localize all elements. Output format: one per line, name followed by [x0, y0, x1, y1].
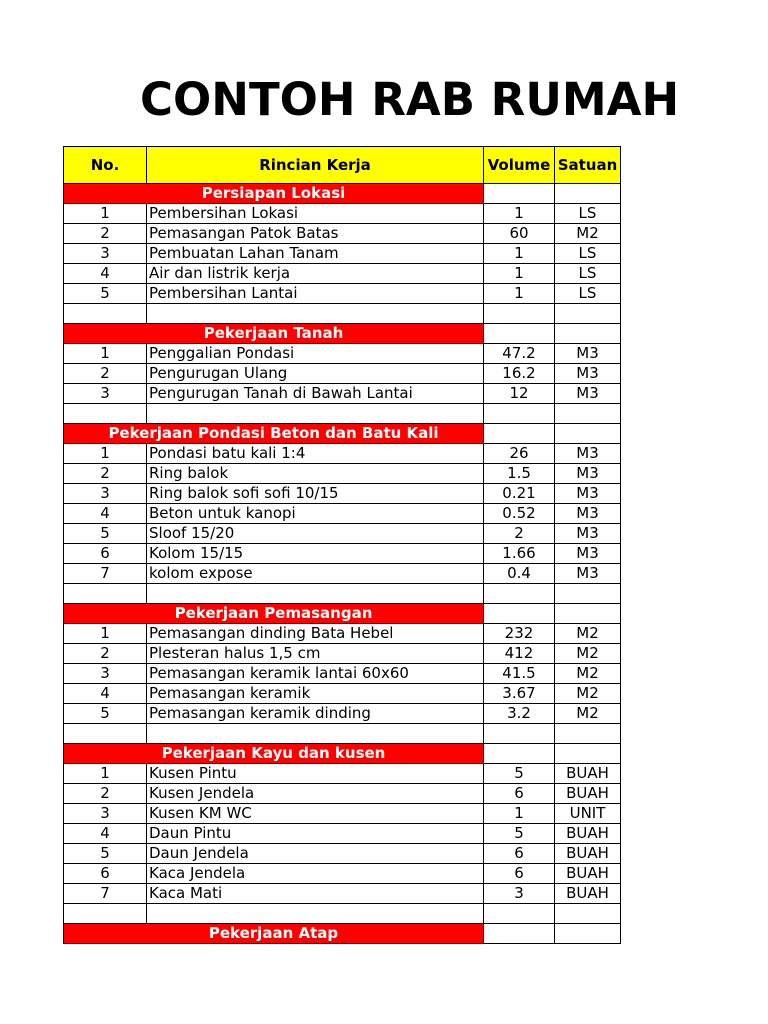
- item-volume: 1: [484, 284, 555, 304]
- item-unit: M3: [555, 484, 621, 504]
- item-no: 2: [64, 464, 147, 484]
- header-rincian: Rincian Kerja: [147, 147, 484, 184]
- empty-cell: [484, 584, 555, 604]
- item-description: Pemasangan keramik dinding: [147, 704, 484, 724]
- item-no: 2: [64, 224, 147, 244]
- item-volume: 41.5: [484, 664, 555, 684]
- item-description: Pembersihan Lokasi: [147, 204, 484, 224]
- empty-row: [64, 304, 621, 324]
- item-description: Penggalian Pondasi: [147, 344, 484, 364]
- empty-cell: [555, 404, 621, 424]
- empty-cell: [64, 304, 147, 324]
- item-volume: 0.52: [484, 504, 555, 524]
- empty-row: [64, 724, 621, 744]
- section-title: Pekerjaan Atap: [64, 924, 484, 944]
- empty-cell: [147, 304, 484, 324]
- empty-cell: [147, 584, 484, 604]
- item-description: Pembuatan Lahan Tanam: [147, 244, 484, 264]
- item-volume: 1: [484, 244, 555, 264]
- section-title: Pekerjaan Tanah: [64, 324, 484, 344]
- empty-cell: [147, 904, 484, 924]
- item-no: 2: [64, 364, 147, 384]
- item-unit: M2: [555, 224, 621, 244]
- item-no: 6: [64, 544, 147, 564]
- table-row: [64, 284, 621, 304]
- table-row: [64, 364, 621, 384]
- item-volume: 5: [484, 824, 555, 844]
- header-satuan: Satuan: [555, 147, 621, 184]
- header-volume: Volume: [484, 147, 555, 184]
- item-unit: LS: [555, 284, 621, 304]
- item-no: 3: [64, 384, 147, 404]
- item-unit: M3: [555, 364, 621, 384]
- item-volume: 3: [484, 884, 555, 904]
- item-volume: 1: [484, 204, 555, 224]
- empty-row: [64, 904, 621, 924]
- empty-cell: [64, 404, 147, 424]
- table-row: [64, 224, 621, 244]
- empty-row: [64, 584, 621, 604]
- empty-cell: [147, 724, 484, 744]
- item-description: Plesteran halus 1,5 cm: [147, 644, 484, 664]
- section-satuan-cell: [555, 924, 621, 944]
- item-unit: LS: [555, 204, 621, 224]
- item-volume: 1: [484, 804, 555, 824]
- table-row: [64, 544, 621, 564]
- section-row: [64, 604, 621, 624]
- section-volume-cell: [484, 184, 555, 204]
- item-no: 4: [64, 684, 147, 704]
- item-volume: 5: [484, 764, 555, 784]
- table-row: [64, 644, 621, 664]
- table-row: [64, 824, 621, 844]
- item-unit: M3: [555, 504, 621, 524]
- item-unit: M2: [555, 704, 621, 724]
- empty-cell: [64, 904, 147, 924]
- item-description: Kolom 15/15: [147, 544, 484, 564]
- empty-cell: [484, 724, 555, 744]
- item-description: Daun Pintu: [147, 824, 484, 844]
- item-description: Kusen Jendela: [147, 784, 484, 804]
- item-unit: M2: [555, 664, 621, 684]
- item-volume: 3.2: [484, 704, 555, 724]
- section-row: [64, 744, 621, 764]
- item-description: Beton untuk kanopi: [147, 504, 484, 524]
- empty-row: [64, 404, 621, 424]
- item-volume: 2: [484, 524, 555, 544]
- item-unit: M3: [555, 544, 621, 564]
- table-row: [64, 484, 621, 504]
- empty-cell: [64, 724, 147, 744]
- item-no: 4: [64, 504, 147, 524]
- item-description: Air dan listrik kerja: [147, 264, 484, 284]
- section-title: Pekerjaan Pemasangan: [64, 604, 484, 624]
- item-no: 1: [64, 444, 147, 464]
- item-description: Kusen Pintu: [147, 764, 484, 784]
- item-unit: M3: [555, 464, 621, 484]
- item-description: Pembersihan Lantai: [147, 284, 484, 304]
- section-volume-cell: [484, 744, 555, 764]
- table-row: [64, 444, 621, 464]
- table-row: [64, 864, 621, 884]
- table-header-row: [64, 147, 621, 184]
- item-no: 4: [64, 824, 147, 844]
- empty-cell: [484, 404, 555, 424]
- item-volume: 232: [484, 624, 555, 644]
- section-title: Pekerjaan Pondasi Beton dan Batu Kali: [64, 424, 484, 444]
- section-volume-cell: [484, 424, 555, 444]
- empty-cell: [555, 584, 621, 604]
- item-volume: 47.2: [484, 344, 555, 364]
- section-volume-cell: [484, 324, 555, 344]
- item-volume: 16.2: [484, 364, 555, 384]
- item-volume: 412: [484, 644, 555, 664]
- table-row: [64, 704, 621, 724]
- section-row: [64, 184, 621, 204]
- section-row: [64, 424, 621, 444]
- item-volume: 6: [484, 784, 555, 804]
- item-unit: LS: [555, 244, 621, 264]
- item-no: 7: [64, 884, 147, 904]
- item-volume: 60: [484, 224, 555, 244]
- item-no: 1: [64, 624, 147, 644]
- table-row: [64, 244, 621, 264]
- item-no: 2: [64, 644, 147, 664]
- item-volume: 12: [484, 384, 555, 404]
- item-description: Pemasangan Patok Batas: [147, 224, 484, 244]
- item-no: 1: [64, 204, 147, 224]
- rab-table-body: [64, 147, 621, 944]
- item-volume: 0.4: [484, 564, 555, 584]
- item-no: 3: [64, 244, 147, 264]
- item-description: Pemasangan keramik lantai 60x60: [147, 664, 484, 684]
- page-title: CONTOH RAB RUMAH: [140, 73, 680, 126]
- item-description: kolom expose: [147, 564, 484, 584]
- item-no: 5: [64, 284, 147, 304]
- empty-cell: [147, 404, 484, 424]
- section-satuan-cell: [555, 184, 621, 204]
- item-unit: M3: [555, 344, 621, 364]
- section-title: Persiapan Lokasi: [64, 184, 484, 204]
- item-unit: M3: [555, 444, 621, 464]
- section-title: Pekerjaan Kayu dan kusen: [64, 744, 484, 764]
- empty-cell: [64, 584, 147, 604]
- item-volume: 0.21: [484, 484, 555, 504]
- empty-cell: [484, 904, 555, 924]
- table-row: [64, 804, 621, 824]
- item-description: Kusen KM WC: [147, 804, 484, 824]
- item-no: 1: [64, 344, 147, 364]
- item-description: Pemasangan dinding Bata Hebel: [147, 624, 484, 644]
- item-unit: M2: [555, 684, 621, 704]
- table-row: [64, 344, 621, 364]
- title-container: [140, 70, 680, 130]
- item-unit: BUAH: [555, 784, 621, 804]
- item-unit: M3: [555, 384, 621, 404]
- section-row: [64, 924, 621, 944]
- table-row: [64, 844, 621, 864]
- item-description: Pengurugan Tanah di Bawah Lantai: [147, 384, 484, 404]
- item-description: Ring balok sofi sofi 10/15: [147, 484, 484, 504]
- section-satuan-cell: [555, 324, 621, 344]
- item-no: 5: [64, 844, 147, 864]
- table-row: [64, 504, 621, 524]
- table-row: [64, 664, 621, 684]
- table-row: [64, 564, 621, 584]
- item-description: Kaca Jendela: [147, 864, 484, 884]
- item-volume: 1.66: [484, 544, 555, 564]
- section-satuan-cell: [555, 604, 621, 624]
- item-description: Daun Jendela: [147, 844, 484, 864]
- item-no: 5: [64, 704, 147, 724]
- table-row: [64, 264, 621, 284]
- item-no: 4: [64, 264, 147, 284]
- section-row: [64, 324, 621, 344]
- header-no: No.: [64, 147, 147, 184]
- item-volume: 3.67: [484, 684, 555, 704]
- empty-cell: [555, 304, 621, 324]
- item-no: 3: [64, 664, 147, 684]
- item-description: Pengurugan Ulang: [147, 364, 484, 384]
- item-unit: BUAH: [555, 824, 621, 844]
- item-volume: 6: [484, 844, 555, 864]
- item-unit: M2: [555, 624, 621, 644]
- item-no: 2: [64, 784, 147, 804]
- section-satuan-cell: [555, 744, 621, 764]
- item-unit: M3: [555, 564, 621, 584]
- item-unit: M2: [555, 644, 621, 664]
- item-volume: 1.5: [484, 464, 555, 484]
- item-description: Sloof 15/20: [147, 524, 484, 544]
- item-unit: UNIT: [555, 804, 621, 824]
- item-no: 6: [64, 864, 147, 884]
- table-row: [64, 884, 621, 904]
- empty-cell: [555, 724, 621, 744]
- empty-cell: [484, 304, 555, 324]
- item-unit: BUAH: [555, 884, 621, 904]
- empty-cell: [555, 904, 621, 924]
- item-volume: 1: [484, 264, 555, 284]
- item-description: Pondasi batu kali 1:4: [147, 444, 484, 464]
- item-no: 5: [64, 524, 147, 544]
- table-row: [64, 204, 621, 224]
- item-unit: BUAH: [555, 864, 621, 884]
- item-volume: 26: [484, 444, 555, 464]
- item-description: Pemasangan keramik: [147, 684, 484, 704]
- section-satuan-cell: [555, 424, 621, 444]
- item-no: 7: [64, 564, 147, 584]
- item-no: 1: [64, 764, 147, 784]
- item-unit: LS: [555, 264, 621, 284]
- section-volume-cell: [484, 604, 555, 624]
- table-row: [64, 524, 621, 544]
- item-unit: BUAH: [555, 844, 621, 864]
- item-unit: M3: [555, 524, 621, 544]
- table-row: [64, 624, 621, 644]
- table-row: [64, 784, 621, 804]
- item-volume: 6: [484, 864, 555, 884]
- table-row: [64, 464, 621, 484]
- item-no: 3: [64, 804, 147, 824]
- section-volume-cell: [484, 924, 555, 944]
- table-row: [64, 384, 621, 404]
- rab-table: [63, 146, 621, 944]
- table-row: [64, 684, 621, 704]
- item-description: Kaca Mati: [147, 884, 484, 904]
- item-unit: BUAH: [555, 764, 621, 784]
- item-no: 3: [64, 484, 147, 504]
- table-row: [64, 764, 621, 784]
- item-description: Ring balok: [147, 464, 484, 484]
